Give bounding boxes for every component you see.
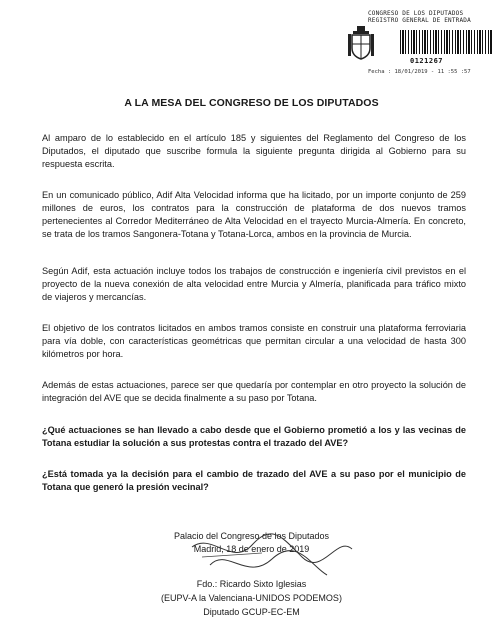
registry-stamp [348,10,498,84]
signature-place: Palacio del Congreso de los Diputados [173,531,330,541]
paragraph-objective: El objetivo de los contratos licitados en ambos tramos consiste en construir una plataforma ferroviaria para vía doble, con características geométricas que permitan circular a una velocidad de hasta 300 kilómetros por hora. [42,323,466,359]
paragraph-intro: Al amparo de lo establecido en el artículo 185 y siguientes del Reglamento del Congreso de los Diputados, el diputado que suscribe formula la siguiente pregunta dirigida al Gobierno para su respuesta escrita. [42,133,466,169]
registry-date: Fecha : 18/01/2019 - 11 :55 :57 [368,69,471,75]
handwritten-signature [152,527,372,587]
signature-date: Madrid, 18 de enero de 2019 [193,544,310,554]
question-2: ¿Está tomada ya la decisión para el cambio de trazado del AVE a su paso por el municipio de Totana que generó la presión vecinal? [42,469,466,492]
stamp-institution: CONGRESO DE LOS DIPUTADOS [368,10,464,17]
barcode [400,30,492,54]
signature-signed-by: Fdo.: Ricardo Sixto Iglesias [196,579,307,589]
paragraph-adif: Según Adif, esta actuación incluye todos los trabajos de construcción e ingeniería civil previstos en el proyecto de la nueva conexión de alta velocidad entre Murcia y Almería, planificada para tráfico mixto de viajeros y mercancías. [42,266,466,302]
registry-number: 0121267 [410,57,444,65]
document-title: A LA MESA DEL CONGRESO DE LOS DIPUTADOS [124,97,379,109]
paragraph-communique: En un comunicado público, Adif Alta Velocidad informa que ha licitado, por un importe conjunto de 259 millones de euros, los contratos para la construcción de plataforma de dos nuevos tramos pertenecientes al Corredor Mediterráneo de Alta Velocidad en el trayecto Murcia-Almería. En concreto, se trata de los tramos Sangonera-Totana y Totana-Lorca, ambos en la provincia de Murcia. [42,190,466,239]
signature-role: Diputado GCUP-EC-EM [203,607,300,617]
stamp-registry: REGISTRO GENERAL DE ENTRADA [368,17,471,24]
coat-of-arms-icon [348,26,374,60]
question-1: ¿Qué actuaciones se han llevado a cabo desde que el Gobierno prometió a los y las vecinas de Totana estudiar la solución a sus protestas contra el trazado del AVE? [42,425,466,448]
paragraph-integration: Además de estas actuaciones, parece ser que quedaría por contemplar en otro proyecto la solución de integración del AVE que se decida finalmente a su paso por Totana. [42,380,466,403]
signature-group: (EUPV-A la Valenciana-UNIDOS PODEMOS) [161,593,342,603]
